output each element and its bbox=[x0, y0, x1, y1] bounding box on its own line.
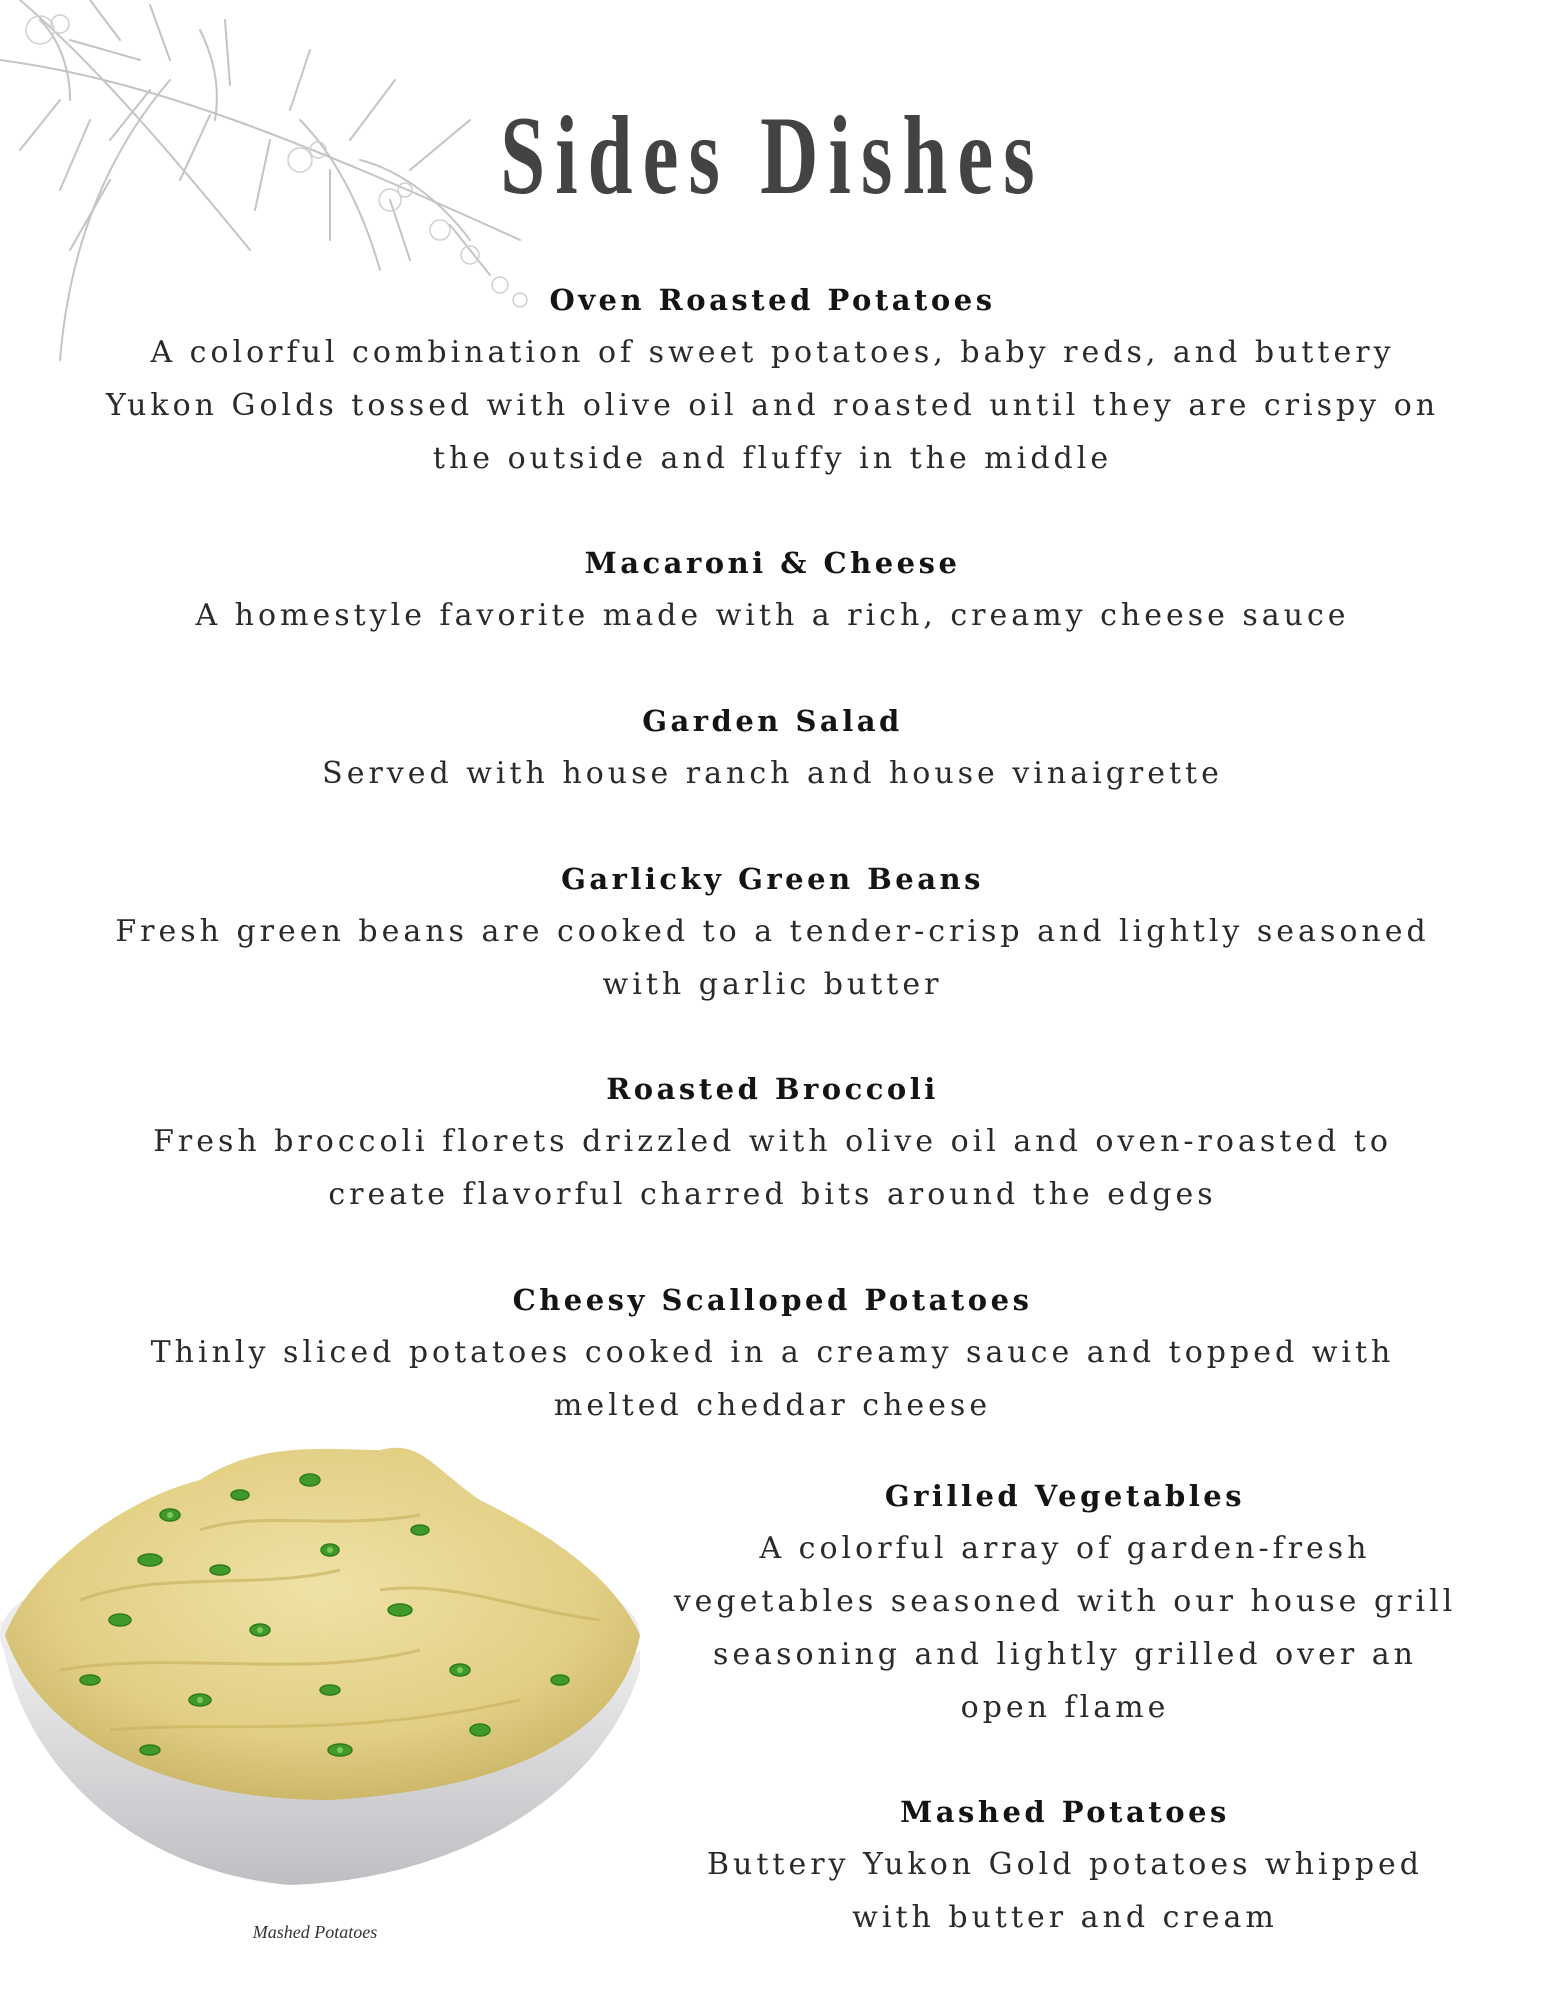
item-name: Mashed Potatoes bbox=[900, 1795, 1230, 1829]
item-description-line: Served with house ranch and house vinaigrette bbox=[322, 756, 1223, 791]
item-name: Cheesy Scalloped Potatoes bbox=[512, 1283, 1033, 1317]
item-description-line: Buttery Yukon Gold potatoes whipped bbox=[706, 1847, 1423, 1882]
item-name: Roasted Broccoli bbox=[606, 1072, 939, 1106]
item-description-line: Yukon Golds tossed with olive oil and roasted until they are crispy on bbox=[105, 388, 1440, 423]
item-name: Oven Roasted Potatoes bbox=[549, 283, 996, 317]
item-description-line: the outside and fluffy in the middle bbox=[432, 441, 1113, 476]
menu-item bbox=[660, 1470, 1470, 1734]
item-name: Garlicky Green Beans bbox=[561, 862, 984, 896]
item-description-line: A colorful array of garden-fresh bbox=[759, 1531, 1371, 1566]
item-description-line: Fresh green beans are cooked to a tender-crisp and lightly seasoned bbox=[115, 914, 1430, 949]
item-description-line: Fresh broccoli florets drizzled with olive oil and oven-roasted to bbox=[153, 1124, 1392, 1159]
photo-caption: Mashed Potatoes bbox=[252, 1922, 378, 1942]
item-description-line: Thinly sliced potatoes cooked in a creamy sauce and topped with bbox=[150, 1335, 1395, 1370]
menu-item bbox=[0, 1063, 1545, 1221]
page-title: Sides Dishes bbox=[500, 94, 1045, 218]
item-description-line: A colorful combination of sweet potatoes, baby reds, and buttery bbox=[150, 335, 1395, 370]
item-description-line: melted cheddar cheese bbox=[553, 1388, 992, 1423]
menu-item bbox=[0, 537, 1545, 642]
menu-item bbox=[0, 274, 1545, 485]
item-name: Macaroni & Cheese bbox=[584, 546, 961, 580]
item-name: Grilled Vegetables bbox=[884, 1479, 1246, 1513]
item-description-line: with butter and cream bbox=[852, 1900, 1278, 1935]
item-description-line: vegetables seasoned with our house grill bbox=[673, 1584, 1457, 1619]
item-description-line: create flavorful charred bits around the edges bbox=[328, 1177, 1217, 1212]
item-description-line: A homestyle favorite made with a rich, creamy cheese sauce bbox=[195, 598, 1350, 633]
menu-item bbox=[0, 695, 1545, 800]
menu-item bbox=[0, 853, 1545, 1011]
menu-item bbox=[660, 1786, 1470, 1944]
item-description-line: seasoning and lightly grilled over an bbox=[713, 1637, 1417, 1672]
menu-item bbox=[0, 1274, 1545, 1432]
item-description-line: with garlic butter bbox=[602, 967, 943, 1002]
item-description-line: open flame bbox=[960, 1690, 1170, 1725]
mashed-potatoes-photo bbox=[0, 1420, 650, 1900]
item-name: Garden Salad bbox=[642, 704, 903, 738]
